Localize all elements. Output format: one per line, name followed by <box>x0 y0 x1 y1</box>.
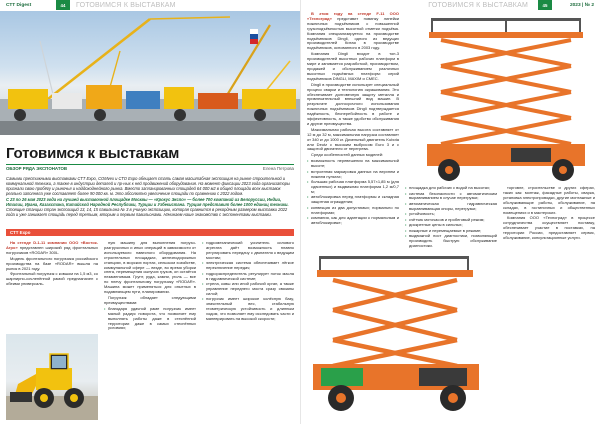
article-author: Елена Петрова <box>262 165 294 171</box>
rcol2-list-item: • пожарные и перемещаемые в режиме; <box>405 229 497 234</box>
col2-paragraph-2: Погрузчик обладает следующими преимуществами: <box>104 294 196 305</box>
rcol2-list <box>405 186 497 249</box>
col1-rest: представлен широкий ряд фронтальных погрузчиков «RODAR» 300L. <box>6 244 98 255</box>
rcol2-list-item: • устойчивость; <box>405 212 497 217</box>
magazine-brand: СТТ Digest <box>6 3 32 8</box>
photo-front-loader <box>6 334 98 420</box>
col2-list <box>104 307 196 332</box>
left-column-2 <box>104 241 196 332</box>
section-tag-left: ГОТОВИМСЯ К ВЫСТАВКАМ <box>76 2 176 9</box>
section-band-label: СТТ Expo <box>10 230 31 235</box>
rcol2-list-item: • система безопасности с автоматическим выравниванием в случае перегрузки; <box>405 192 497 202</box>
rcol1-list-item: • конвекция из два допустимых; нормально по платформах; <box>307 206 399 216</box>
article-kicker: ОБЗОР РЯДА ЭКСПОНАТОВ <box>6 165 68 171</box>
col3-list-item: • стрела, ковш или иной рабочий орган, а также управление переднего моста сразу связаны силой; <box>202 282 294 297</box>
col3-list-item: • гидромеханический усилитель силового агрегата даёт возможность плавно регулировать передачу с двигателя к ведущим мостам; <box>202 241 294 261</box>
rcol3-paragraph-2: Компания ООО «Техноград» в процессе сотрудничества осуществляет поставку, обеспечивает участие в поставках, на территории России, предоставляет сервис, обслуживание, консультационные услуги. <box>503 215 595 241</box>
article-title: Готовимся к выставкам <box>6 145 180 162</box>
rcol2-list-item: • площадка для рабочих с водой на высотах; <box>405 186 497 191</box>
col3-list <box>202 241 294 322</box>
hero-photo-exhibition <box>0 11 300 135</box>
col3-list-item: • гидрораспределитель регулирует поток масла в гидравлической системе; <box>202 272 294 282</box>
right-column-1 <box>307 12 399 227</box>
rcol1-list-item: • компания, как для адаптации к нормальным и автоблокировке; <box>307 216 399 226</box>
col1-highlight: На стенде D-1-11 компании ООО «Восток-Агро» <box>6 240 98 250</box>
rcol1-list-item: • большая рабочая платформа 5,57×1,85 м (для сдвоенных) и выдвижная платформа 1,2 м/0,7 м; <box>307 180 399 195</box>
rcol1-paragraph-2: Компания Dingli входит в топ-3 производителей высотных рабочих платформ в мире и занимается разработкой, производством, продажей и обслуживанием различных высотных подъёмных платформ: серий подъёмников DINGLI, MAXIM и CMEC. <box>307 51 399 81</box>
col1-paragraph-1 <box>6 241 98 256</box>
rcol3-paragraph-1: торговле, строительстве и других сферах, таких как: монтаж, фасадные работы, сварка, установка электропроводки, другие монтажные и обслуживающие работы, обслуживание, на складах, в гостиничных и общественных помещениях и в мастерских. <box>503 185 595 215</box>
article-lead <box>6 176 294 218</box>
rcol1-list-item: • автоблокировка перед платформы и складная защитная ограждения; <box>307 195 399 205</box>
photo-scissor-lift-tall <box>411 14 597 184</box>
photo-scissor-lift-diesel <box>307 238 495 420</box>
rcol1-highlight: В этом году на стенде F-11 ООО «Техноград» <box>307 11 399 21</box>
col2-paragraph-1: ную машину для выполнения погрузо-разгрузочных и иных операций в зависимости от используемого навесного оборудования. На строительных площадках, железнодорожных станциях, в морских портах, сельском хозяйстве, коммунальной сфере — везде, во время уборки снега, перемещения сыпучих грузов, он остаётся незаменимым. Грунт, руда, камни, уголь — все по плечу фронтальному погрузчику «RODAR». Машина может применяться для опытных в подавляющем пути, планировании. <box>104 240 196 295</box>
section-tag-right: ГОТОВИМСЯ К ВЫСТАВКАМ <box>428 2 528 9</box>
left-column-3 <box>202 241 294 322</box>
right-page <box>300 0 600 424</box>
page-number-left: 44 <box>56 0 70 10</box>
left-column-1 <box>6 241 98 288</box>
rcol2-list-item: • счётчик моточасов и пробеговый режим; <box>405 218 497 223</box>
col1-paragraph-2: Модель фронтального погрузчика российского производства на базе «RODAR» вышла на рынок в 2021 году. <box>6 255 98 271</box>
rcol1-paragraph-5: Среди особенностей данных моделей: <box>311 152 384 158</box>
col1-paragraph-3: Фронтальный погрузчик с ковшом на 1,5 м3, со шарнирно-сочленённой рамой предназначен с обеими универсаль- <box>6 271 98 287</box>
lead-paragraph-1: Самыми престижными выставками СТТ Expo, COMvex и СТО Expo обещает стать самая масштабная экспозиция на рынке строительной и коммунальной техники, а также в индустрии деталей и пр-ных к ней продвижений оборудования. На момент фиксации 2023 года организаторы признали свою пробёгу и рыночья и наддоходнейного рынка. Вместо запланированных площадей 64 000 м2 в общей площади всех выставок реально заполняла уже составляет более 90 000 кв. м. Это абсолютно увеличение площади по сравнению с 2022 годом. <box>6 176 291 196</box>
right-column-3 <box>503 186 595 242</box>
rcol2-list-item: • дискретные цены в сильных; <box>405 223 497 228</box>
running-header-right <box>301 0 600 11</box>
running-header-left <box>0 0 300 11</box>
page-number-right: 45 <box>538 0 552 10</box>
col2-list-item: • благодаря удачной раме погрузчик имеет малый радиус поворота, что позволяет ему выполнять работы даже в стеснённой территории даже в самых стеснённых условиях; <box>104 307 196 332</box>
rcol1-paragraph-3: Dingli в производстве использует специальный процесс сварки и технологию окрашивания. Это обеспечивает долговечную защиту металла и привлекательный внешний вид машин. В результате долгосрочного использования ножничных подъёмников Dingli подтверждается надёжность, бесперебойность в работе и эффективность, а также удобство обслуживания и другие преимущества. <box>307 81 399 126</box>
rcol1-rest: представит новинку линейки ножничных подъёмников с повышенной грузоподъёмностью высотной отметки подъёма. Компания специализируется на производстве подъёмников Dingli, одного из ведущих производителей Китая в производстве подъёмников, основанного в 2003 году. <box>307 15 399 51</box>
rcol2-list-item: • выдвижной пост диагностики, позволяющий производить быструю обслуживание диагностики. <box>405 234 497 249</box>
col3-list-item: • электрическая система обеспечивает лёгкое переключение передач; <box>202 261 294 271</box>
rcol1-list <box>307 159 399 226</box>
lead-paragraph-2: С 23 по 26 мая 2023 года на лучшей выставочной площадке Москвы — «Крокус Экспо» — более 700 компаний из Белоруссии, Индии, Италии, Ирана, Казахстана, Китайской Народной Республики, Турции и Узбекистана. Турция представит более 1000 единиц техники. <box>6 196 289 207</box>
rcol2-list-item: • автоматическая гидравлическая выравнивающая опоры, перегрузки; <box>405 202 497 212</box>
right-column-2 <box>405 186 497 250</box>
rcol1-paragraph-4: Максимальная рабочая высота составляет от 12 м до 32 м, максимальная нагрузка составляет от 340 кг до 1000 кг. Дизельный двигатель Kubota или Deutz с высоким выбросом Euro 3 и с защитой двигателя от перегрева. <box>307 126 399 152</box>
rcol1-list-item: • встроенная маркировка данных на верхнем и нижнем пультах; <box>307 170 399 180</box>
article-subheader <box>6 164 294 171</box>
lead-paragraph-3: Стоящие станции стран экспозиций 13, 14, 15 павильона № 3 в учиную экспозицию, которая сравнится в рекордным размером выставки 2022 года и уже занимает площадь перед третьим, вторым и первым павильонами. Начинаем наше знакомство с экспонентами выставки. <box>6 207 288 217</box>
rcol1-list-item: • возможность перевешения на максимальной высоте; <box>307 159 399 169</box>
rcol1-paragraph-1 <box>307 12 399 51</box>
issue-number: 2023 | № 2 <box>569 3 594 8</box>
section-band-ctt-expo <box>6 229 294 236</box>
col3-list-item: • погрузчик имеет широкое колёсную базу, значительный вес, стабильную геометрическую устойчивость и длинным ходом, что позволяет ему исследовать части и маневрировать на высокой скорости; <box>202 297 294 322</box>
